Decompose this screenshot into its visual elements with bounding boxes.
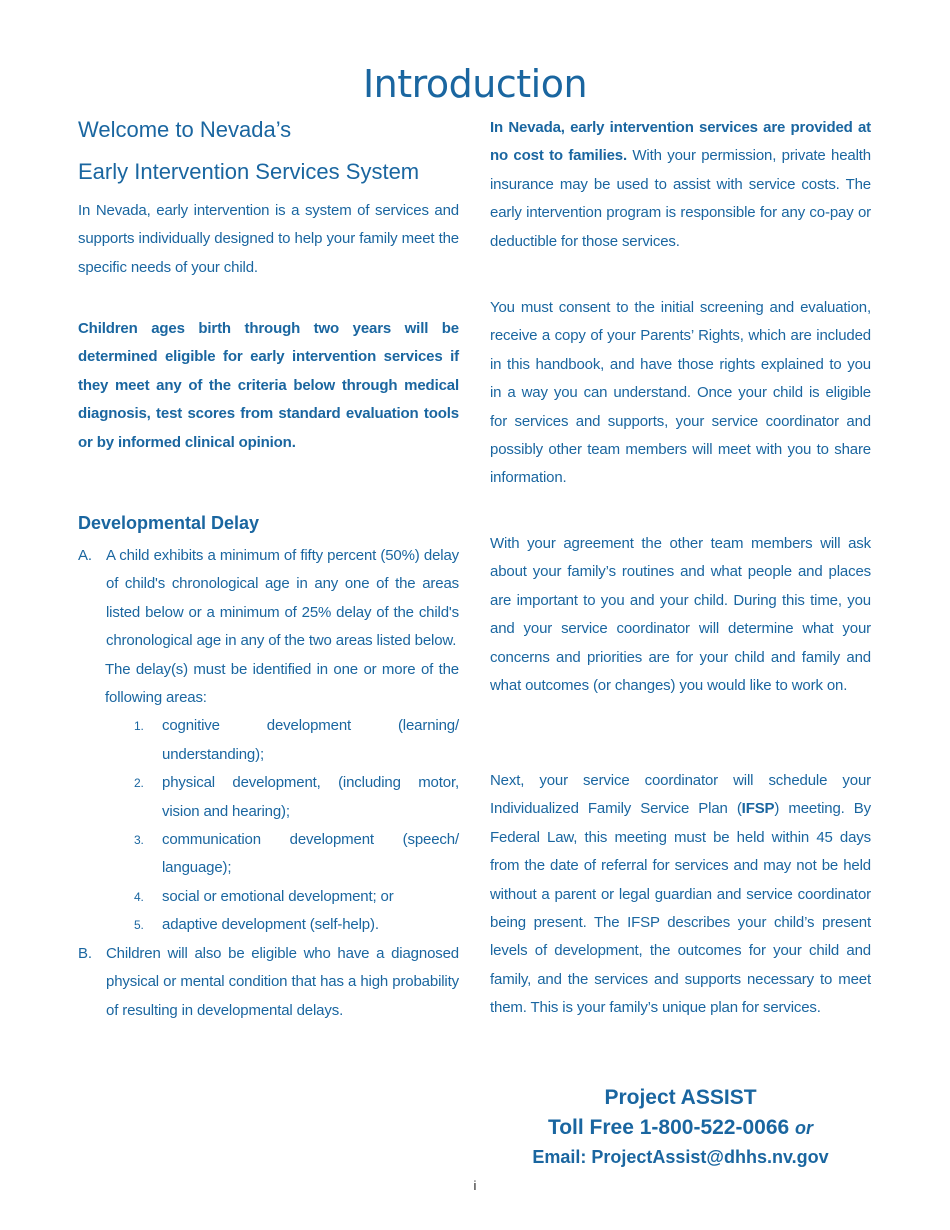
- area-number: 1.: [134, 719, 144, 734]
- area-text: communication development (speech/ language);: [162, 831, 459, 877]
- areas-list: [78, 712, 459, 939]
- cost-details: With your permission, private health insurance may be used to assist with service costs. The early intervention program is responsible for any co-pay or deductible for those services.: [490, 147, 871, 250]
- criteria-list: [78, 542, 459, 1025]
- area-number: 5.: [134, 918, 144, 933]
- contact-phone-line: [490, 1116, 871, 1140]
- area-text: social or emotional development; or: [162, 887, 394, 905]
- contact-email[interactable]: Email: ProjectAssist@dhhs.nv.gov: [532, 1147, 829, 1167]
- contact-name: Project ASSIST: [604, 1086, 757, 1109]
- ifsp-abbrev: IFSP: [741, 800, 775, 818]
- eligibility-paragraph: Children ages birth through two years will be determined eligible for early intervention services if they meet any of the criteria below through medical diagnosis, test scores from standard evaluation tools or by informed clinical opinion.: [78, 320, 459, 451]
- consent-paragraph: You must consent to the initial screening and evaluation, receive a copy of your Parents’ Rights, which are included in this handbook, and have those rights explained to you in a way you can understand. Once your child is eligible for services and supports, your service coordinator and possibly other team members will meet with you to share information.: [490, 299, 871, 487]
- page-title: Introduction: [362, 62, 588, 106]
- section-heading-welcome: Welcome to Nevada’s: [78, 117, 292, 142]
- agreement-paragraph: With your agreement the other team members will ask about your family’s routines and what people and places are important to you and your child. During this time, you and your service coordinator will determine what your concerns and priorities are for your child and family and what outcomes (or changes) you would like to work on.: [490, 535, 871, 695]
- criterion-text: Children will also be eligible who have a diagnosed physical or mental condition that has a high probability of resulting in developmental delays.: [106, 944, 459, 1019]
- page-number: i: [473, 1178, 477, 1193]
- criterion-a: [78, 542, 459, 656]
- area-number: 2.: [134, 776, 144, 791]
- criterion-a-note: The delay(s) must be identified in one or more of the following areas:: [105, 660, 459, 707]
- contact-phone: Toll Free 1-800-522-0066: [547, 1116, 790, 1139]
- area-text: cognitive development (learning/ understanding);: [162, 717, 459, 763]
- area-text: adaptive development (self-help).: [162, 916, 379, 934]
- intro-paragraph: In Nevada, early intervention is a system of services and supports individually designed to help your family meet the specific needs of your child.: [78, 202, 459, 276]
- area-item: [134, 826, 459, 883]
- area-number: 3.: [134, 833, 144, 848]
- criterion-marker: B.: [78, 944, 92, 962]
- area-item: [134, 883, 459, 911]
- ifsp-paragraph: [490, 767, 871, 1023]
- area-number: 4.: [134, 889, 144, 904]
- ifsp-text: Next, your service coordinator will schedule your Individualized Family Service Plan (: [490, 772, 871, 818]
- criterion-marker: A.: [78, 547, 92, 564]
- area-text: physical development, (including motor, vision and hearing);: [162, 774, 459, 820]
- criterion-text: A child exhibits a minimum of fifty percent (50%) delay of child's chronological age in any one of the areas listed below or a minimum of 25% delay of the child's chronological age in any of the two areas listed below.: [106, 547, 459, 650]
- ifsp-text-rest: ) meeting. By Federal Law, this meeting must be held within 45 days from the date of referral for services and may not be held without a parent or legal guardian and service coordinator being present. The IFSP describes your child’s present levels of development, the outcomes for your child and family, and the services and supports necessary to meet them. This is your family’s unique plan for services.: [490, 800, 871, 1017]
- area-item: [134, 911, 459, 939]
- criterion-b: [78, 940, 459, 1025]
- developmental-delay-heading: Developmental Delay: [78, 513, 260, 533]
- area-item: [134, 712, 459, 769]
- section-heading-system: Early Intervention Services System: [78, 159, 420, 184]
- area-item: [134, 769, 459, 826]
- cost-paragraph: [490, 114, 871, 256]
- contact-or: or: [795, 1118, 814, 1138]
- cost-highlight: In Nevada, early intervention services are provided at no cost to families.: [490, 119, 871, 165]
